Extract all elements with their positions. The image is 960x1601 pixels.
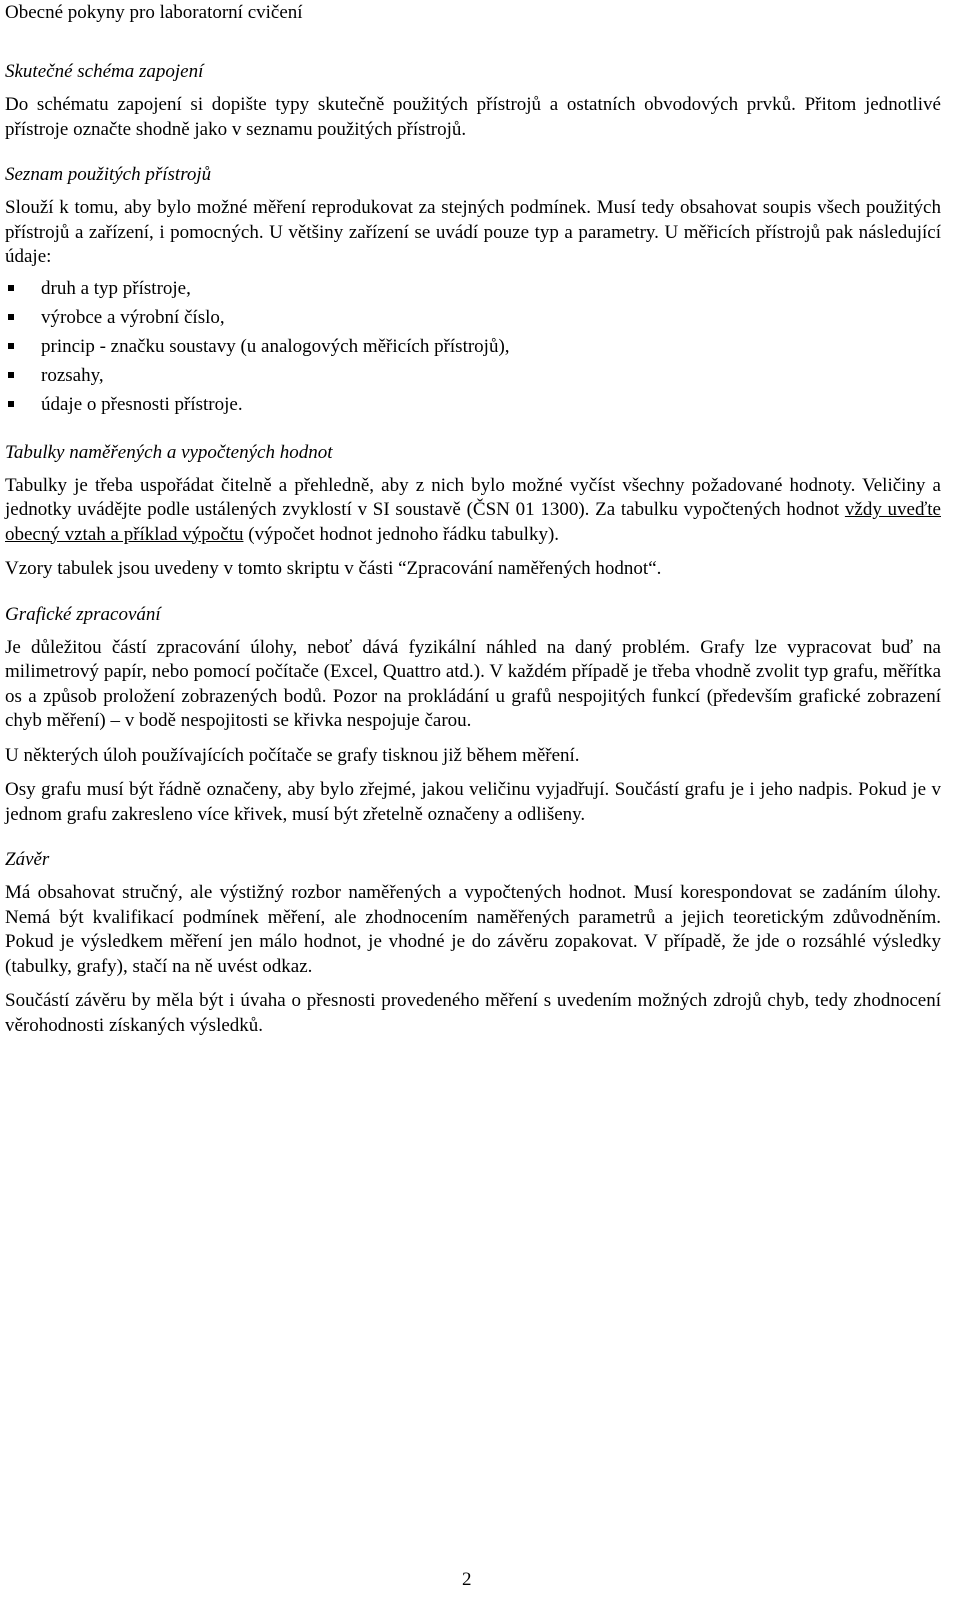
list-item [5,332,941,361]
zaver-accuracy-paragraph: Součástí závěru by měla být i úvaha o přesnosti provedeného měření s uvedením možných zdrojů chyb, tedy zhodnocení věrohodnosti získaných výsledků. [5,990,941,1036]
section-heading-seznam: Seznam použitých přístrojů [5,164,212,185]
tabulky-text-start: Tabulky je třeba uspořádat čitelně a přehledně, aby z nich bylo možné vyčíst všechny požadované hodnoty. Veličiny a jednotky uvádějte podle ustálených zvyklostí v SI soustavě (ČSN 01 1300). Za tabulku vypočtených hodnot [5,474,941,521]
tabulky-text-end: (výpočet hodnot jednoho řádku tabulky). [243,523,560,545]
list-item-text: výrobce a výrobní číslo, [41,306,225,328]
tabulky-paragraph [5,474,941,548]
section-heading-tabulky: Tabulky naměřených a vypočtených hodnot [5,441,333,463]
grafy-paragraph: Je důležitou částí zpracování úlohy, neboť dává fyzikální náhled na daný problém. Grafy lze vypracovat buď na milimetrový papír, nebo pomocí počítače (Excel, Quattro atd.). V každém případě je třeba vhodně zvolit typ grafu, měřítka os a způsob proložení zobrazených bodů. Pozor na prokládání u grafů nespojitých funkcí (především grafické zobrazení chyb měření) – v bodě nespojitosti se křivka nespojuje čarou. [5,636,941,732]
page-content [5,0,941,1038]
page-number: 2 [462,1569,472,1590]
section-heading-grafy: Grafické zpracování [5,603,161,625]
list-item-text: údaje o přesnosti přístroje. [41,394,243,416]
section-heading-zaver: Závěr [5,849,50,871]
section-heading-schema: Skutečné schéma zapojení [5,61,204,82]
list-item [5,390,941,419]
grafy-axes-paragraph: Osy grafu musí být řádně označeny, aby bylo zřejmé, jakou veličinu vyjadřují. Součástí grafu je i jeho nadpis. Pokud je v jednom grafu zakresleno více křivek, musí být zřetelně označeny a odlišeny. [5,779,941,825]
instrument-info-list [5,274,941,420]
list-item [5,361,941,390]
list-item [5,303,941,332]
list-item-text: rozsahy, [41,365,104,387]
grafy-print-paragraph: U některých úloh používajících počítače se grafy tisknou již během měření. [5,744,580,766]
tabulky-underlined-text: vždy uveďte obecný vztah a příklad výpočtu [5,499,941,545]
square-bullet-icon [8,401,14,407]
document-title: Obecné pokyny pro laboratorní cvičení [5,2,303,23]
tabulky-templates-paragraph: Vzory tabulek jsou uvedeny v tomto skriptu v části “Zpracování naměřených hodnot“. [5,558,662,580]
seznam-paragraph: Slouží k tomu, aby bylo možné měření reprodukovat za stejných podmínek. Musí tedy obsahovat soupis všech použitých přístrojů a zařízení, i pomocných. U většiny zařízení se uvádí pouze typ a parametry. U měřicích přístrojů pak následující údaje: [5,197,941,267]
zaver-paragraph: Má obsahovat stručný, ale výstižný rozbor naměřených a vypočtených hodnot. Musí korespondovat se zadáním úlohy. Nemá být kvalifikací podmínek měření, ale zhodnocením naměřených parametrů a jejich teoretickým zdůvodněním. Pokud je výsledkem měření jen málo hodnot, je vhodné je do závěru zopakovat. V případě, že jde o rozsáhlé výsledky (tabulky, grafy), stačí na ně uvést odkaz. [5,882,941,977]
schema-paragraph: Do schématu zapojení si dopište typy skutečně použitých přístrojů a ostatních obvodových prvků. Přitom jednotlivé přístroje označte shodně jako v seznamu použitých přístrojů. [5,94,941,140]
square-bullet-icon [8,372,14,378]
list-item-text: druh a typ přístroje, [41,277,191,299]
square-bullet-icon [8,343,14,349]
square-bullet-icon [8,285,14,291]
list-item-text: princip - značku soustavy (u analogových měřicích přístrojů), [41,335,510,357]
list-item [5,274,941,303]
square-bullet-icon [8,314,14,320]
